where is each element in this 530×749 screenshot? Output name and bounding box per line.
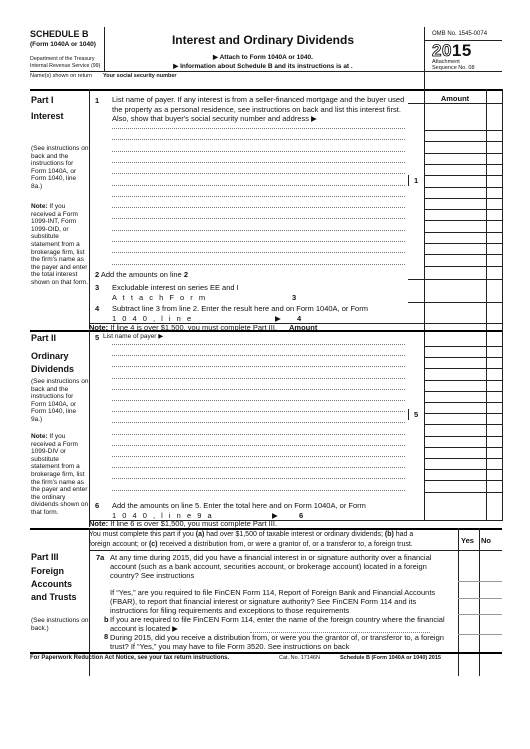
amount-field-separator — [424, 187, 502, 188]
part3-title: Foreign Accounts and Trusts — [31, 566, 77, 602]
payer-line[interactable] — [112, 378, 405, 379]
no-header: No — [481, 536, 491, 545]
part1-note2: Note: If line 4 is over $1,500, you must complete Part III. — [89, 323, 278, 332]
line5-text: List name of payer ▶ — [103, 333, 164, 340]
amount-field-separator — [424, 198, 502, 199]
line6-ref: 6 — [299, 511, 304, 520]
amount-field-separator — [424, 402, 502, 403]
footer-cat: Cat. No. 17146N — [279, 655, 320, 661]
line4-number: 4 — [95, 304, 100, 313]
part3-see-instructions: (See instructions on back.) — [31, 617, 89, 632]
part1-note: Note: If you received a Form 1099-INT, Form 1099-OID, or substitute statement from a brokerage firm, list the firm's name as the payer and enter the total interest shown on that form. — [31, 203, 89, 286]
part3-intro-1: You must complete this part if you (a) had over $1,500 of taxable interest or ordinary dividends; (b) had a — [89, 531, 414, 538]
sequence-number: Sequence No. 08 — [432, 65, 475, 71]
part1-title: Interest — [31, 111, 64, 121]
amount-header-2: Amount — [289, 323, 318, 332]
omb-number: OMB No. 1545-0074 — [432, 31, 488, 37]
amount-field-separator — [424, 368, 502, 369]
line1-text: List name of payer. If any interest is from a seller-financed mortgage and the buyer used the property as a personal residence, see instructions on back and list this interest first. Also, show that buyer's social security number and address ▶ — [112, 95, 405, 123]
amount-field-separator — [424, 357, 502, 358]
amount-field-separator — [424, 469, 502, 470]
amount-field-separator — [424, 447, 502, 448]
line7a-fbar-text: If “Yes,” are you required to file FinCEN Form 114, Report of Foreign Bank and Financial Accounts (FBAR), to report that financial interest or signature authority? See FinCEN Form 114 and its instructions for filing requirements and exceptions to those requirements — [110, 588, 436, 615]
payer-line[interactable] — [112, 422, 405, 423]
amount-field-separator — [424, 380, 502, 381]
line6-arrow: ▶ — [272, 511, 278, 520]
payer-line[interactable] — [112, 218, 405, 219]
line8-text: During 2015, did you receive a distribution from, or were you the grantor of, or transferor to, a foreign trust? If “Yes,” you may have to file Form 3520. See instructions on back — [110, 633, 444, 651]
line7b-text: If you are required to file FinCEN Form 114, enter the name of the foreign country where the financial account is located ▶ — [110, 615, 445, 633]
part3-label: Part III — [31, 552, 59, 562]
line3-text: Excludable interest on series EE and I — [112, 283, 239, 292]
part2-note2: Note: If line 6 is over $1,500, you must complete Part III. — [89, 519, 278, 528]
line3-text-b: A t t a c h F o r m — [112, 293, 208, 302]
part2-note: Note: If you received a Form 1099-DIV or substitute statement from a brokerage firm, list the firm's name as the payer and enter the ordinary dividends shown on that form. — [31, 433, 89, 516]
amount-field-separator — [424, 232, 502, 233]
name-label: Name(s) shown on return — [30, 73, 93, 79]
line6-text: Add the amounts on line 5. Enter the total here and on Form 1040A, or Form — [112, 501, 366, 510]
footer-paperwork: For Paperwork Reduction Act Notice, see your tax return instructions. — [30, 655, 230, 661]
yes-header: Yes — [461, 536, 474, 545]
payer-line[interactable] — [112, 139, 405, 140]
info-note: ▶ Information about Schedule B and its instructions is at . — [173, 63, 353, 70]
amount-field-separator — [424, 175, 502, 176]
amount-field-separator — [424, 391, 502, 392]
amount-field-separator — [424, 164, 502, 165]
payer-line[interactable] — [112, 207, 405, 208]
amount-field-separator — [424, 424, 502, 425]
payer-line[interactable] — [112, 456, 405, 457]
payer-line[interactable] — [112, 344, 405, 345]
line7a-text: At any time during 2015, did you have a financial interest in or signature authority over a financial account (such as a bank account, securities account, or brokerage account) located in a foreign country? See instructions — [110, 553, 432, 580]
payer-line[interactable] — [112, 490, 405, 491]
payer-line[interactable] — [112, 389, 405, 390]
attach-note: ▶ Attach to Form 1040A or 1040. — [213, 54, 313, 61]
amount-field-separator — [424, 436, 502, 437]
amount-field-separator — [424, 209, 502, 210]
payer-line[interactable] — [112, 173, 405, 174]
amount-field-separator — [424, 458, 502, 459]
form-reference: (Form 1040A or 1040) — [30, 41, 96, 48]
payer-line[interactable] — [112, 467, 405, 468]
tax-year: 2015 — [432, 41, 472, 60]
payer-line[interactable] — [112, 400, 405, 401]
part2-title: Ordinary Dividends — [31, 351, 75, 374]
payer-line[interactable] — [112, 264, 405, 265]
line6-text-b: 1 0 4 0 , l i n e 9 a — [112, 511, 214, 520]
schedule-label: SCHEDULE B — [30, 29, 89, 39]
line7a-number: 7a — [96, 553, 105, 562]
payer-line[interactable] — [112, 196, 405, 197]
payer-line[interactable] — [112, 185, 405, 186]
line1-number: 1 — [95, 96, 100, 105]
line4-arrow: ▶ — [275, 314, 281, 323]
attachment-label: Attachment — [432, 59, 460, 65]
payer-line[interactable] — [112, 128, 405, 129]
amount-field-separator — [424, 220, 502, 221]
part3-intro-2: foreign account; or (c) received a distribution from, or were a grantor of, or a transferor to, a foreign trust. — [89, 541, 413, 548]
part1-see-instructions: (See instructions on back and the instructions for Form 1040A, or Form 1040, line 8a.) — [31, 145, 89, 190]
part1-label: Part I — [31, 95, 54, 105]
line7b-number: b — [104, 615, 109, 624]
line1-box-number: 1 — [414, 176, 419, 185]
amount-field-separator — [424, 480, 502, 481]
amount-field-separator — [424, 492, 502, 493]
line8-number: 8 — [104, 632, 109, 641]
amount-field-separator — [424, 243, 502, 244]
payer-line[interactable] — [112, 434, 405, 435]
amount-field-separator — [424, 254, 502, 255]
amount-field-separator — [424, 141, 502, 142]
payer-line[interactable] — [112, 411, 405, 412]
payer-line[interactable] — [112, 355, 405, 356]
part2-label: Part II — [31, 333, 57, 343]
payer-line[interactable] — [112, 162, 405, 163]
amount-field-separator — [424, 266, 502, 267]
amount-field-separator — [424, 153, 502, 154]
line2-text: 2 Add the amounts on line 2 — [95, 270, 188, 279]
irs-label: Internal Revenue Service (99) — [30, 63, 101, 69]
amount-field-separator — [424, 130, 502, 131]
payer-line[interactable] — [112, 478, 405, 479]
footer-schedule: Schedule B (Form 1040A or 1040) 2015 — [340, 655, 441, 661]
amount-header: Amount — [440, 94, 470, 103]
line4-text: Subtract line 3 from line 2. Enter the result here and on Form 1040A, or Form — [112, 304, 368, 313]
payer-line[interactable] — [112, 230, 405, 231]
payer-line[interactable] — [112, 366, 405, 367]
payer-line[interactable] — [112, 445, 405, 446]
page-title: Interest and Ordinary Dividends — [171, 33, 355, 47]
payer-line[interactable] — [112, 241, 405, 242]
ssn-label: Your social security number — [103, 73, 177, 79]
line6-number: 6 — [95, 501, 100, 510]
part2-see-instructions: (See instructions on back and the instructions for Form 1040A, or Form 1040, line 9a.) — [31, 378, 89, 423]
line3-ref: 3 — [292, 293, 297, 302]
dept-treasury: Department of the Treasury — [30, 56, 95, 62]
payer-line[interactable] — [112, 151, 405, 152]
line4-ref: 4 — [297, 314, 302, 323]
line3-number: 3 — [95, 283, 100, 292]
payer-line[interactable] — [112, 252, 405, 253]
amount-field-separator — [424, 346, 502, 347]
amount-field-separator — [424, 413, 502, 414]
line5-box-number: 5 — [414, 410, 419, 419]
line4-text-b: 1 0 4 0 , l i n e — [112, 314, 194, 323]
line5-number: 5 — [95, 333, 100, 342]
